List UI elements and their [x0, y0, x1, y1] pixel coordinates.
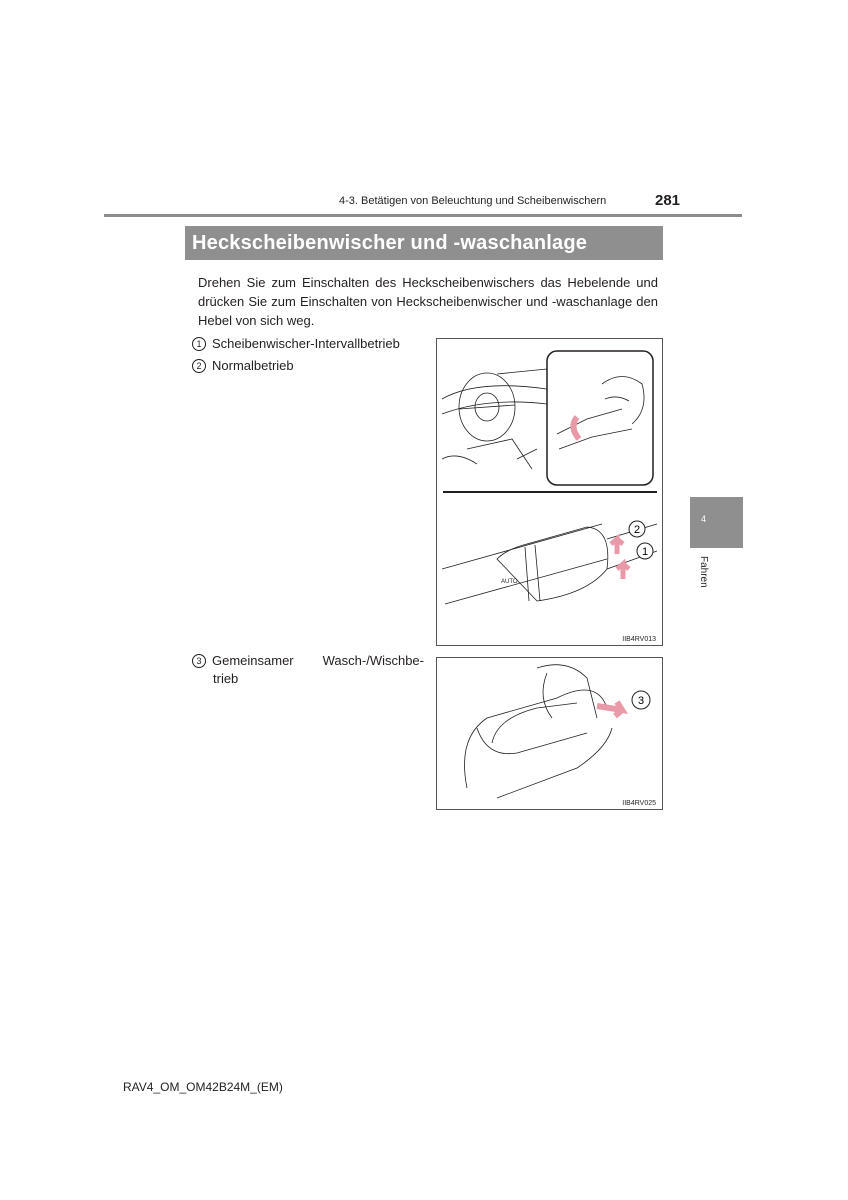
callout-number: 3 — [637, 695, 645, 707]
circled-number: 2 — [192, 359, 206, 373]
item-label-part3: trieb — [213, 671, 239, 686]
callout-number: 1 — [641, 546, 649, 558]
dashboard-drawing — [442, 369, 547, 469]
figure-lever-rotation — [436, 338, 663, 646]
list-item — [192, 652, 424, 688]
lever-auto-label: AUTO — [501, 579, 518, 585]
figure-separator — [443, 491, 657, 493]
circled-number: 1 — [192, 337, 206, 351]
intro-paragraph: Drehen Sie zum Einschalten des Heckscheibenwischers das Hebelende und drücken Sie zum Einschalten von Heckscheibenwischer und -waschanlage den Hebel von sich weg. — [198, 275, 658, 328]
list-item — [192, 335, 400, 353]
chapter-tab-label: Fahren — [698, 556, 709, 588]
item-label: Normalbetrieb — [212, 358, 294, 373]
push-arrow-2 — [611, 539, 623, 554]
item-label-part2: Wasch-/Wischbe- — [322, 653, 424, 668]
page-number: 281 — [655, 192, 681, 209]
hand-lever-drawing — [465, 665, 613, 798]
chapter-tab-number: 4 — [701, 514, 707, 524]
callout-number: 2 — [633, 524, 641, 536]
item-label-part1: Gemeinsamer — [212, 653, 294, 668]
chapter-tab — [690, 497, 743, 548]
item-label: Scheibenwischer-Intervallbetrieb — [212, 336, 400, 351]
circled-number: 3 — [192, 654, 206, 668]
section-title: Heckscheibenwischer und -waschanlage — [185, 226, 663, 260]
figure-code: IIB4RV013 — [622, 636, 656, 643]
list-item — [192, 357, 294, 375]
lever-illustration — [437, 339, 664, 647]
push-arrow-3 — [597, 702, 622, 716]
figure-code: IIB4RV025 — [622, 800, 656, 807]
push-illustration — [437, 658, 664, 811]
footer-code: RAV4_OM_OM42B24M_(EM) — [123, 1080, 283, 1094]
figure-lever-push — [436, 657, 663, 810]
chapter-heading: 4-3. Betätigen von Beleuchtung und Scheibenwischern — [339, 195, 607, 207]
push-arrow-1 — [617, 564, 629, 579]
header-divider — [104, 214, 742, 217]
